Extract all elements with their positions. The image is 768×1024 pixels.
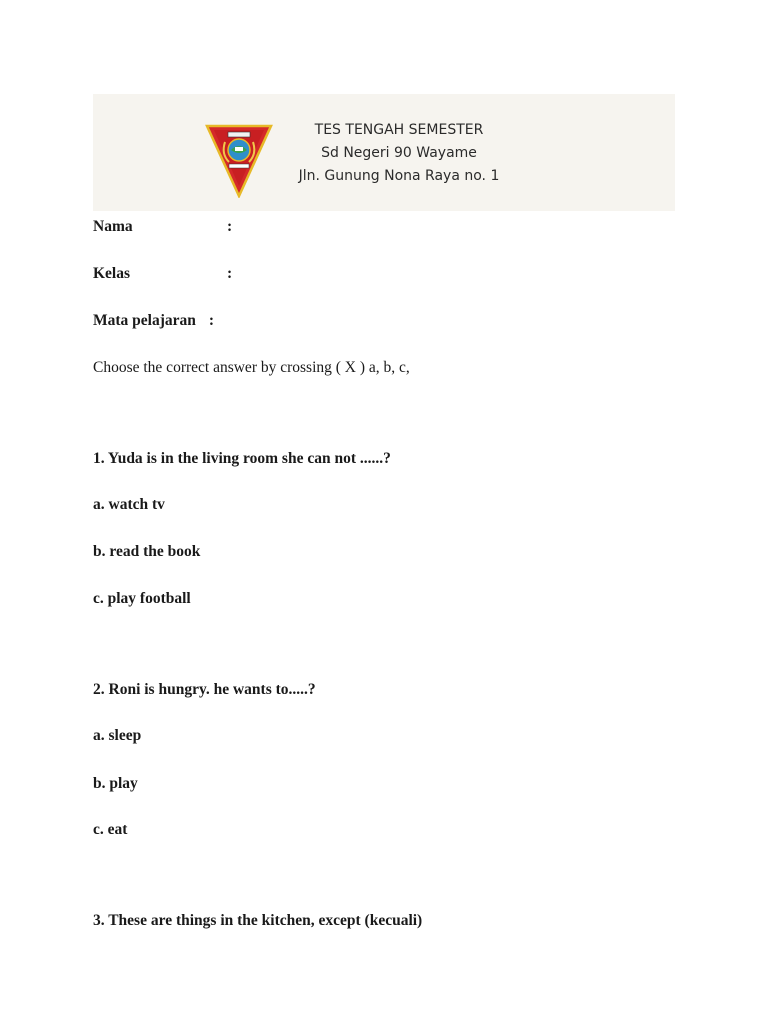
question-1-option-b: b. read the book	[93, 543, 201, 560]
question-1-option-c: c. play football	[93, 590, 191, 607]
nama-colon: :	[227, 218, 233, 235]
exam-header	[93, 94, 675, 211]
school-crest-icon	[205, 120, 273, 198]
question-2-option-c: c. eat	[93, 821, 128, 838]
question-1: 1. Yuda is in the living room she can not ......?	[93, 450, 391, 467]
kelas-colon: :	[227, 265, 233, 282]
kelas-field	[93, 265, 232, 283]
school-address: Jln. Gunung Nona Raya no. 1	[298, 168, 500, 184]
mata-pelajaran-field	[93, 312, 214, 330]
question-2-option-b: b. play	[93, 775, 138, 792]
school-name: Sd Negeri 90 Wayame	[321, 145, 477, 161]
nama-label: Nama	[93, 218, 133, 235]
kelas-label: Kelas	[93, 265, 131, 282]
question-2: 2. Roni is hungry. he wants to.....?	[93, 681, 316, 698]
question-1-option-a: a. watch tv	[93, 496, 165, 513]
instruction-text: Choose the correct answer by crossing ( X ) a, b, c,	[93, 359, 410, 376]
mata-pelajaran-colon: :	[208, 312, 215, 329]
nama-field	[93, 218, 232, 236]
mata-pelajaran-label: Mata pelajaran	[93, 312, 196, 329]
question-2-option-a: a. sleep	[93, 727, 142, 744]
exam-title: TES TENGAH SEMESTER	[314, 122, 484, 138]
question-3: 3. These are things in the kitchen, except (kecuali)	[93, 912, 423, 929]
